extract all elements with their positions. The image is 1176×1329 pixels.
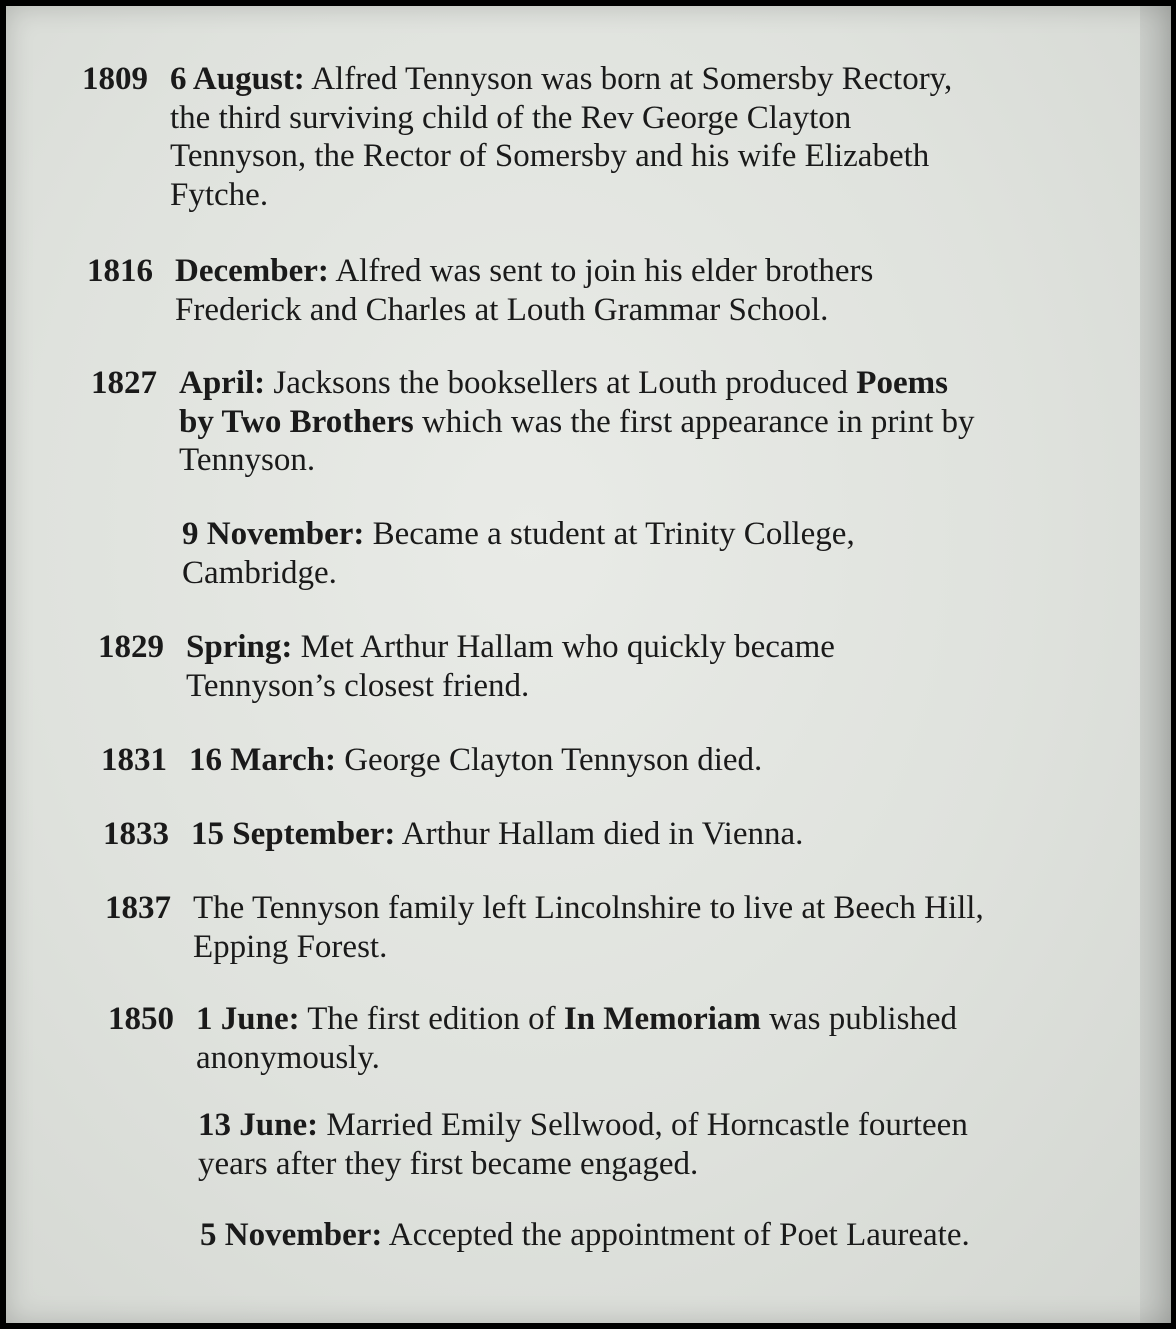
entry-line: Alfred was sent to join his elder brothers xyxy=(328,253,874,289)
entry-line: which was the first appearance in print by xyxy=(413,403,975,440)
book-title: Poems xyxy=(856,365,948,401)
book-title: by Two Brothers xyxy=(179,403,414,440)
entry-line: years after they first became engaged. xyxy=(198,1145,699,1182)
entry-line: Accepted the appointment of Poet Laureate. xyxy=(382,1217,970,1253)
entry-date-label: Spring: xyxy=(186,629,293,665)
entry-line: Tennyson’s closest friend. xyxy=(186,667,530,704)
entry-line: George Clayton Tennyson died. xyxy=(335,742,763,778)
entry-line: Frederick and Charles at Louth Grammar School. xyxy=(175,291,829,328)
entry-year: 1829 xyxy=(98,629,164,665)
entry-date-label: 9 November: xyxy=(182,516,365,552)
entry-line: Jacksons the booksellers at Louth produced xyxy=(265,365,857,401)
entry-date-label: December: xyxy=(175,253,329,289)
entry-line: Alfred Tennyson was born at Somersby Rectory, xyxy=(304,61,953,97)
entry-text xyxy=(182,515,855,592)
book-title: In Memoriam xyxy=(563,1001,761,1037)
entry-date-label: 13 June: xyxy=(198,1107,319,1143)
entry-line: Fytche. xyxy=(170,176,269,213)
entry-line: the third surviving child of the Rev George Clayton xyxy=(170,99,852,136)
entry-year: 1809 xyxy=(82,61,148,97)
entry-text xyxy=(179,364,975,480)
entry-date-label: 16 March: xyxy=(189,742,336,778)
entry-year: 1837 xyxy=(105,890,171,926)
entry-date-label: 5 November: xyxy=(200,1217,383,1253)
entry-year: 1831 xyxy=(101,742,167,778)
entry-text xyxy=(200,1216,970,1255)
entry-line: Arthur Hallam died in Vienna. xyxy=(395,816,804,852)
entry-date-label: 1 June: xyxy=(196,1001,300,1037)
entry-text xyxy=(198,1106,968,1183)
entry-text xyxy=(186,628,835,705)
entry-text xyxy=(191,815,803,854)
entry-line: Epping Forest. xyxy=(193,928,388,965)
entry-year: 1827 xyxy=(91,365,157,401)
entry-line: Met Arthur Hallam who quickly became xyxy=(292,629,835,665)
entry-text xyxy=(193,889,984,966)
entry-text xyxy=(175,252,873,329)
entry-line: was published xyxy=(760,1001,958,1037)
entry-line: The Tennyson family left Lincolnshire to live at Beech Hill, xyxy=(193,890,984,926)
entry-text xyxy=(170,60,952,214)
entry-line: anonymously. xyxy=(196,1039,380,1076)
entry-line: Tennyson, the Rector of Somersby and his wife Elizabeth xyxy=(170,138,930,174)
entry-date-label: 6 August: xyxy=(170,61,305,97)
entry-year: 1850 xyxy=(108,1001,174,1037)
entry-line: Married Emily Sellwood, of Horncastle fourteen xyxy=(318,1107,968,1143)
entry-date-label: 15 September: xyxy=(191,816,396,852)
entry-year: 1816 xyxy=(87,253,153,289)
entry-text xyxy=(189,741,762,780)
entry-year: 1833 xyxy=(103,816,169,852)
panel-edge xyxy=(1140,6,1171,1323)
entry-date-label: April: xyxy=(179,365,266,401)
entry-line: The first edition of xyxy=(299,1001,564,1037)
entry-line: Cambridge. xyxy=(182,554,337,591)
entry-line: Became a student at Trinity College, xyxy=(364,516,855,552)
entry-line: Tennyson. xyxy=(179,442,316,478)
entry-text xyxy=(196,1000,957,1077)
